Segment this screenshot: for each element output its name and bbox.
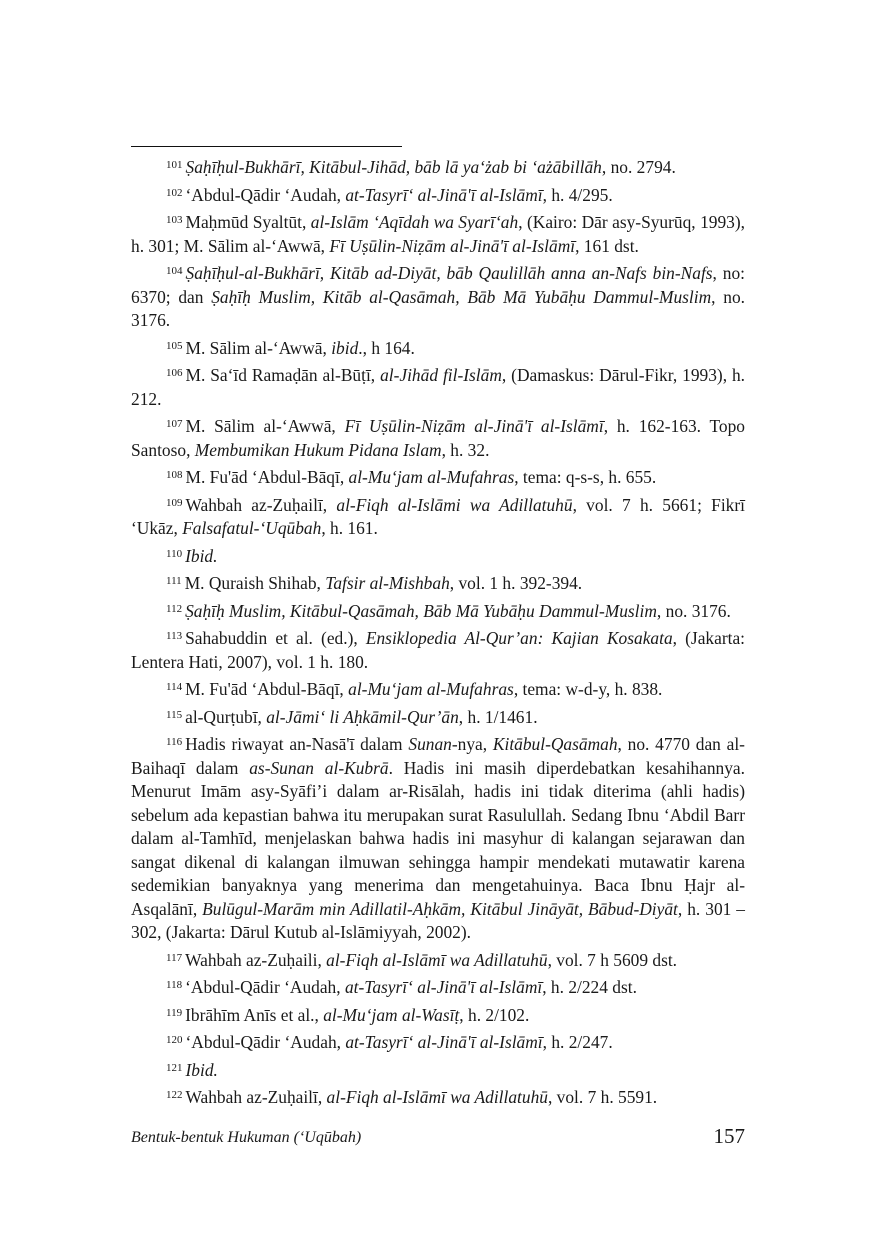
footnote-text: Wahbah az-Zuḥaili, xyxy=(185,949,327,970)
footnote-number: 119 xyxy=(166,1006,183,1019)
footnote-text: M. Sālim al-‘Awwā, xyxy=(185,337,332,358)
page-number: 157 xyxy=(713,1124,745,1148)
footnote-text: , tema: w-d-y, h. 838. xyxy=(513,679,663,699)
footnote-italic-text: Kitābul-Qasāmah xyxy=(492,734,618,754)
footnote-number: 122 xyxy=(166,1089,183,1101)
footnote-text: M. Sālim al-‘Awwā, xyxy=(185,416,345,436)
footnote xyxy=(131,600,745,624)
footnote xyxy=(131,733,745,945)
footnote xyxy=(131,211,745,258)
footnote xyxy=(131,466,745,490)
footnote-italic-text: at-Tasyrī‘ al-Jinā'ī al-Islāmī xyxy=(344,977,543,997)
footnote-text: , h. 301 – 302, (Jakarta: Dārul Kutub al-Islāmiyyah, 2002). xyxy=(131,898,746,942)
footnote xyxy=(131,364,745,411)
footnote-number: 102 xyxy=(166,186,183,199)
page-footer xyxy=(131,1124,745,1154)
footnote xyxy=(131,949,745,973)
footnote-text: , vol. 1 h. 392-394. xyxy=(449,573,583,593)
footnote xyxy=(131,184,745,208)
footnote-italic-text: Sunan xyxy=(408,734,452,754)
footnote-italic-text: Bulūgul-Marām min Adillatil-Aḥkām, Kitābul Jināyāt, Bābud-Diyāt xyxy=(202,898,678,919)
footnote-number: 111 xyxy=(166,575,182,587)
footnote-italic-text: Ṣaḥīḥ Muslim, Kitāb al-Qasāmah, Bāb Mā Yubāḥu Dammul-Muslim xyxy=(211,286,712,307)
footnote-text: ‘Abdul-Qādir ‘Audah, xyxy=(185,184,346,205)
footnote-text: M. Quraish Shihab, xyxy=(184,573,326,593)
footnote-number: 115 xyxy=(166,708,183,721)
footnote-text: , (Damaskus: Dārul-Fikr, 1993), h. 212. xyxy=(131,365,746,409)
footnote-text: , no. 4770 dan al-Baihaqī dalam xyxy=(131,734,745,778)
footnote-italic-text: Fī Uṣūlin-Niẓām al-Jinā'ī al-Islāmī xyxy=(329,235,576,256)
footnote-text: , vol. 7 h 5609 dst. xyxy=(547,949,678,970)
footnote-text: al-Qurṭubī, xyxy=(185,706,267,727)
footnote xyxy=(131,415,745,462)
footnote xyxy=(131,706,745,730)
footnote-italic-text: al-Mu‘jam al-Mufahras xyxy=(348,679,514,699)
footnote-italic-text: al-Islām ‘Aqīdah wa Syarī‘ah xyxy=(310,212,519,232)
footnote-text: , h. 161. xyxy=(321,518,378,538)
footnote-text: . Hadis ini masih diperdebatkan kesahihannya. Menurut Imām asy-Syāfi’i dalam ar-Risālah, hadis ini tidak diterima (ahli hadis) sebelum ada kepastian bahwa itu merupakan surat Rasulullah. Sedang Ibnu ‘Abdil Barr dalam al-Tamhīd, menjelaskan bahwa hadis ini masyhur di kalangan sejarawan dan sangat dikenal di kalangan ilmuwan sehingga hampir mendekati mutawatir karena sedemikian banyaknya yang menerima dan mengetahuinya. Baca Ibnu Ḥajr al-Asqalānī, xyxy=(131,757,745,919)
footnote-italic-text: al-Fiqh al-Islāmī wa Adillatuhū xyxy=(326,949,548,970)
footnote-text: , tema: q-s-s, h. 655. xyxy=(514,467,657,487)
footnote-text: Maḥmūd Syaltūt, xyxy=(185,212,311,232)
footnote-italic-text: al-Fiqh al-Islāmī wa Adillatuhū xyxy=(326,1087,548,1107)
footnote-text: -nya, xyxy=(451,734,493,754)
footnote-number: 105 xyxy=(166,339,183,352)
footnote xyxy=(131,572,745,596)
footnote-text: M. Sa‘īd Ramaḍān al-Būṭī, xyxy=(185,365,381,385)
footnote-text: , h. 2/247. xyxy=(542,1032,613,1052)
footnote-italic-text: Falsafatul-‘Uqūbah xyxy=(182,518,322,538)
footnote-italic-text: Ensiklopedia Al-Qur’an: Kajian Kosakata xyxy=(365,628,673,648)
footnote-text: , h. 4/295. xyxy=(542,184,613,205)
footnote-italic-text: al-Fiqh al-Islāmi wa Adillatuhū xyxy=(336,494,573,515)
footnote-text: ‘Abdul-Qādir ‘Audah, xyxy=(185,1032,346,1052)
footnote xyxy=(131,627,745,674)
footnote-number: 117 xyxy=(166,951,183,964)
footnote-text: M. Fu'ād ‘Abdul-Bāqī, xyxy=(185,679,349,699)
footnote-text: , no. 3176. xyxy=(656,600,731,621)
footnote-italic-text: ibid xyxy=(331,337,359,358)
footnote-separator-rule xyxy=(131,146,402,147)
footnote-text: , h. 2/224 dst. xyxy=(542,977,637,997)
footnote-italic-text: Tafsir al-Mishbah xyxy=(325,573,450,593)
footnote-italic-text: Ṣaḥīḥ Muslim, Kitābul-Qasāmah, Bāb Mā Yubāḥu Dammul-Muslim xyxy=(185,600,657,621)
footnote-text: M. Fu'ād ‘Abdul-Bāqī, xyxy=(185,467,349,487)
footnote-italic-text: Ibid. xyxy=(185,545,218,566)
footnote-text: , no. 2794. xyxy=(601,157,676,177)
footnote-number: 106 xyxy=(166,367,183,379)
footnote-text: , (Jakarta: Lentera Hati, 2007), vol. 1 h. 180. xyxy=(131,628,745,672)
footnote-italic-text: Ibid. xyxy=(185,1059,218,1080)
footnote-number: 101 xyxy=(166,159,183,171)
footnote-italic-text: as-Sunan al-Kubrā xyxy=(249,757,389,778)
footnote-text: Wahbah az-Zuḥailī, xyxy=(185,494,337,515)
footnote-number: 112 xyxy=(166,602,183,615)
footnote-text: , vol. 7 h. 5591. xyxy=(547,1087,658,1107)
footnote-number: 114 xyxy=(166,681,183,693)
footnote-text: , h. 2/102. xyxy=(459,1004,530,1025)
footnote-italic-text: at-Tasyrī‘ al-Jinā'ī al-Islāmī xyxy=(345,1032,543,1052)
footnote xyxy=(131,494,745,541)
footnote-italic-text: Fī Uṣūlin-Niẓām al-Jinā'ī al-Islāmī xyxy=(344,416,604,436)
footnote-number: 110 xyxy=(166,547,183,560)
footnote-number: 103 xyxy=(166,214,183,226)
footnote-number: 121 xyxy=(166,1061,183,1074)
footnote-number: 113 xyxy=(166,630,183,642)
footnote xyxy=(131,262,745,333)
footnote-text: Hadis riwayat an-Nasā'ī dalam xyxy=(185,734,409,754)
footnote-number: 116 xyxy=(166,736,183,748)
footnote xyxy=(131,337,745,361)
footnote-text: ‘Abdul-Qādir ‘Audah, xyxy=(185,977,345,997)
footnote-italic-text: Ṣaḥīḥul-Bukhārī, Kitābul-Jihād, bāb lā ya‘żab bi ‘ażābillāh xyxy=(185,157,602,177)
footnote-text: , (Kairo: Dār asy-Syurūq, 1993), h. 301; M. Sālim al-‘Awwā, xyxy=(131,212,745,256)
footnote-italic-text: Membumikan Hukum Pidana Islam xyxy=(194,439,442,460)
footnotes-section xyxy=(131,156,745,1114)
footnote-italic-text: Ṣaḥīḥul-al-Bukhārī, Kitāb ad-Diyāt, bāb Qaulillāh anna an-Nafs bin-Nafs xyxy=(185,263,713,283)
footnote-text: Wahbah az-Zuḥailī, xyxy=(185,1087,327,1107)
footnote-italic-text: at-Tasyrī‘ al-Jinā'ī al-Islāmī xyxy=(345,184,543,205)
footnote-italic-text: al-Mu‘jam al-Mufahras xyxy=(348,467,515,487)
footnote xyxy=(131,1004,745,1028)
footnote xyxy=(131,976,745,1000)
footnote xyxy=(131,156,745,180)
footnote xyxy=(131,1059,745,1083)
footnote xyxy=(131,1086,745,1110)
footnote-text: , h. 32. xyxy=(441,439,490,460)
footnote-text: , h. 162-163. Topo Santoso, xyxy=(131,416,745,460)
footnote-number: 107 xyxy=(166,418,183,430)
footnote xyxy=(131,1031,745,1055)
footnote-number: 109 xyxy=(166,496,183,509)
footnote xyxy=(131,545,745,569)
footnote-number: 108 xyxy=(166,469,183,481)
running-title: Bentuk-bentuk Hukuman (‘Uqūbah) xyxy=(131,1129,362,1146)
footnote-number: 120 xyxy=(166,1034,183,1046)
footnote xyxy=(131,678,745,702)
footnote-text: , vol. 7 h. 5661; Fikrī ‘Ukāz, xyxy=(131,494,745,538)
footnote-text: , no. 3176. xyxy=(131,286,746,330)
footnote-italic-text: al-Jāmi‘ li Aḥkāmil-Qur’ān xyxy=(266,706,459,727)
footnote-text: ., h 164. xyxy=(358,337,415,358)
footnote-text: , 161 dst. xyxy=(575,235,639,256)
footnote-text: , h. 1/1461. xyxy=(458,706,538,727)
footnote-text: Ibrāhīm Anīs et al., xyxy=(185,1004,324,1025)
footnote-number: 104 xyxy=(166,265,183,277)
footnote-text: , no: 6370; dan xyxy=(131,263,745,307)
footnote-number: 118 xyxy=(166,979,183,991)
footnote-italic-text: al-Jihād fil-Islām xyxy=(380,365,502,385)
footnote-text: Sahabuddin et al. (ed.), xyxy=(185,628,366,648)
footnote-italic-text: al-Mu‘jam al-Wasīṭ xyxy=(323,1004,460,1025)
